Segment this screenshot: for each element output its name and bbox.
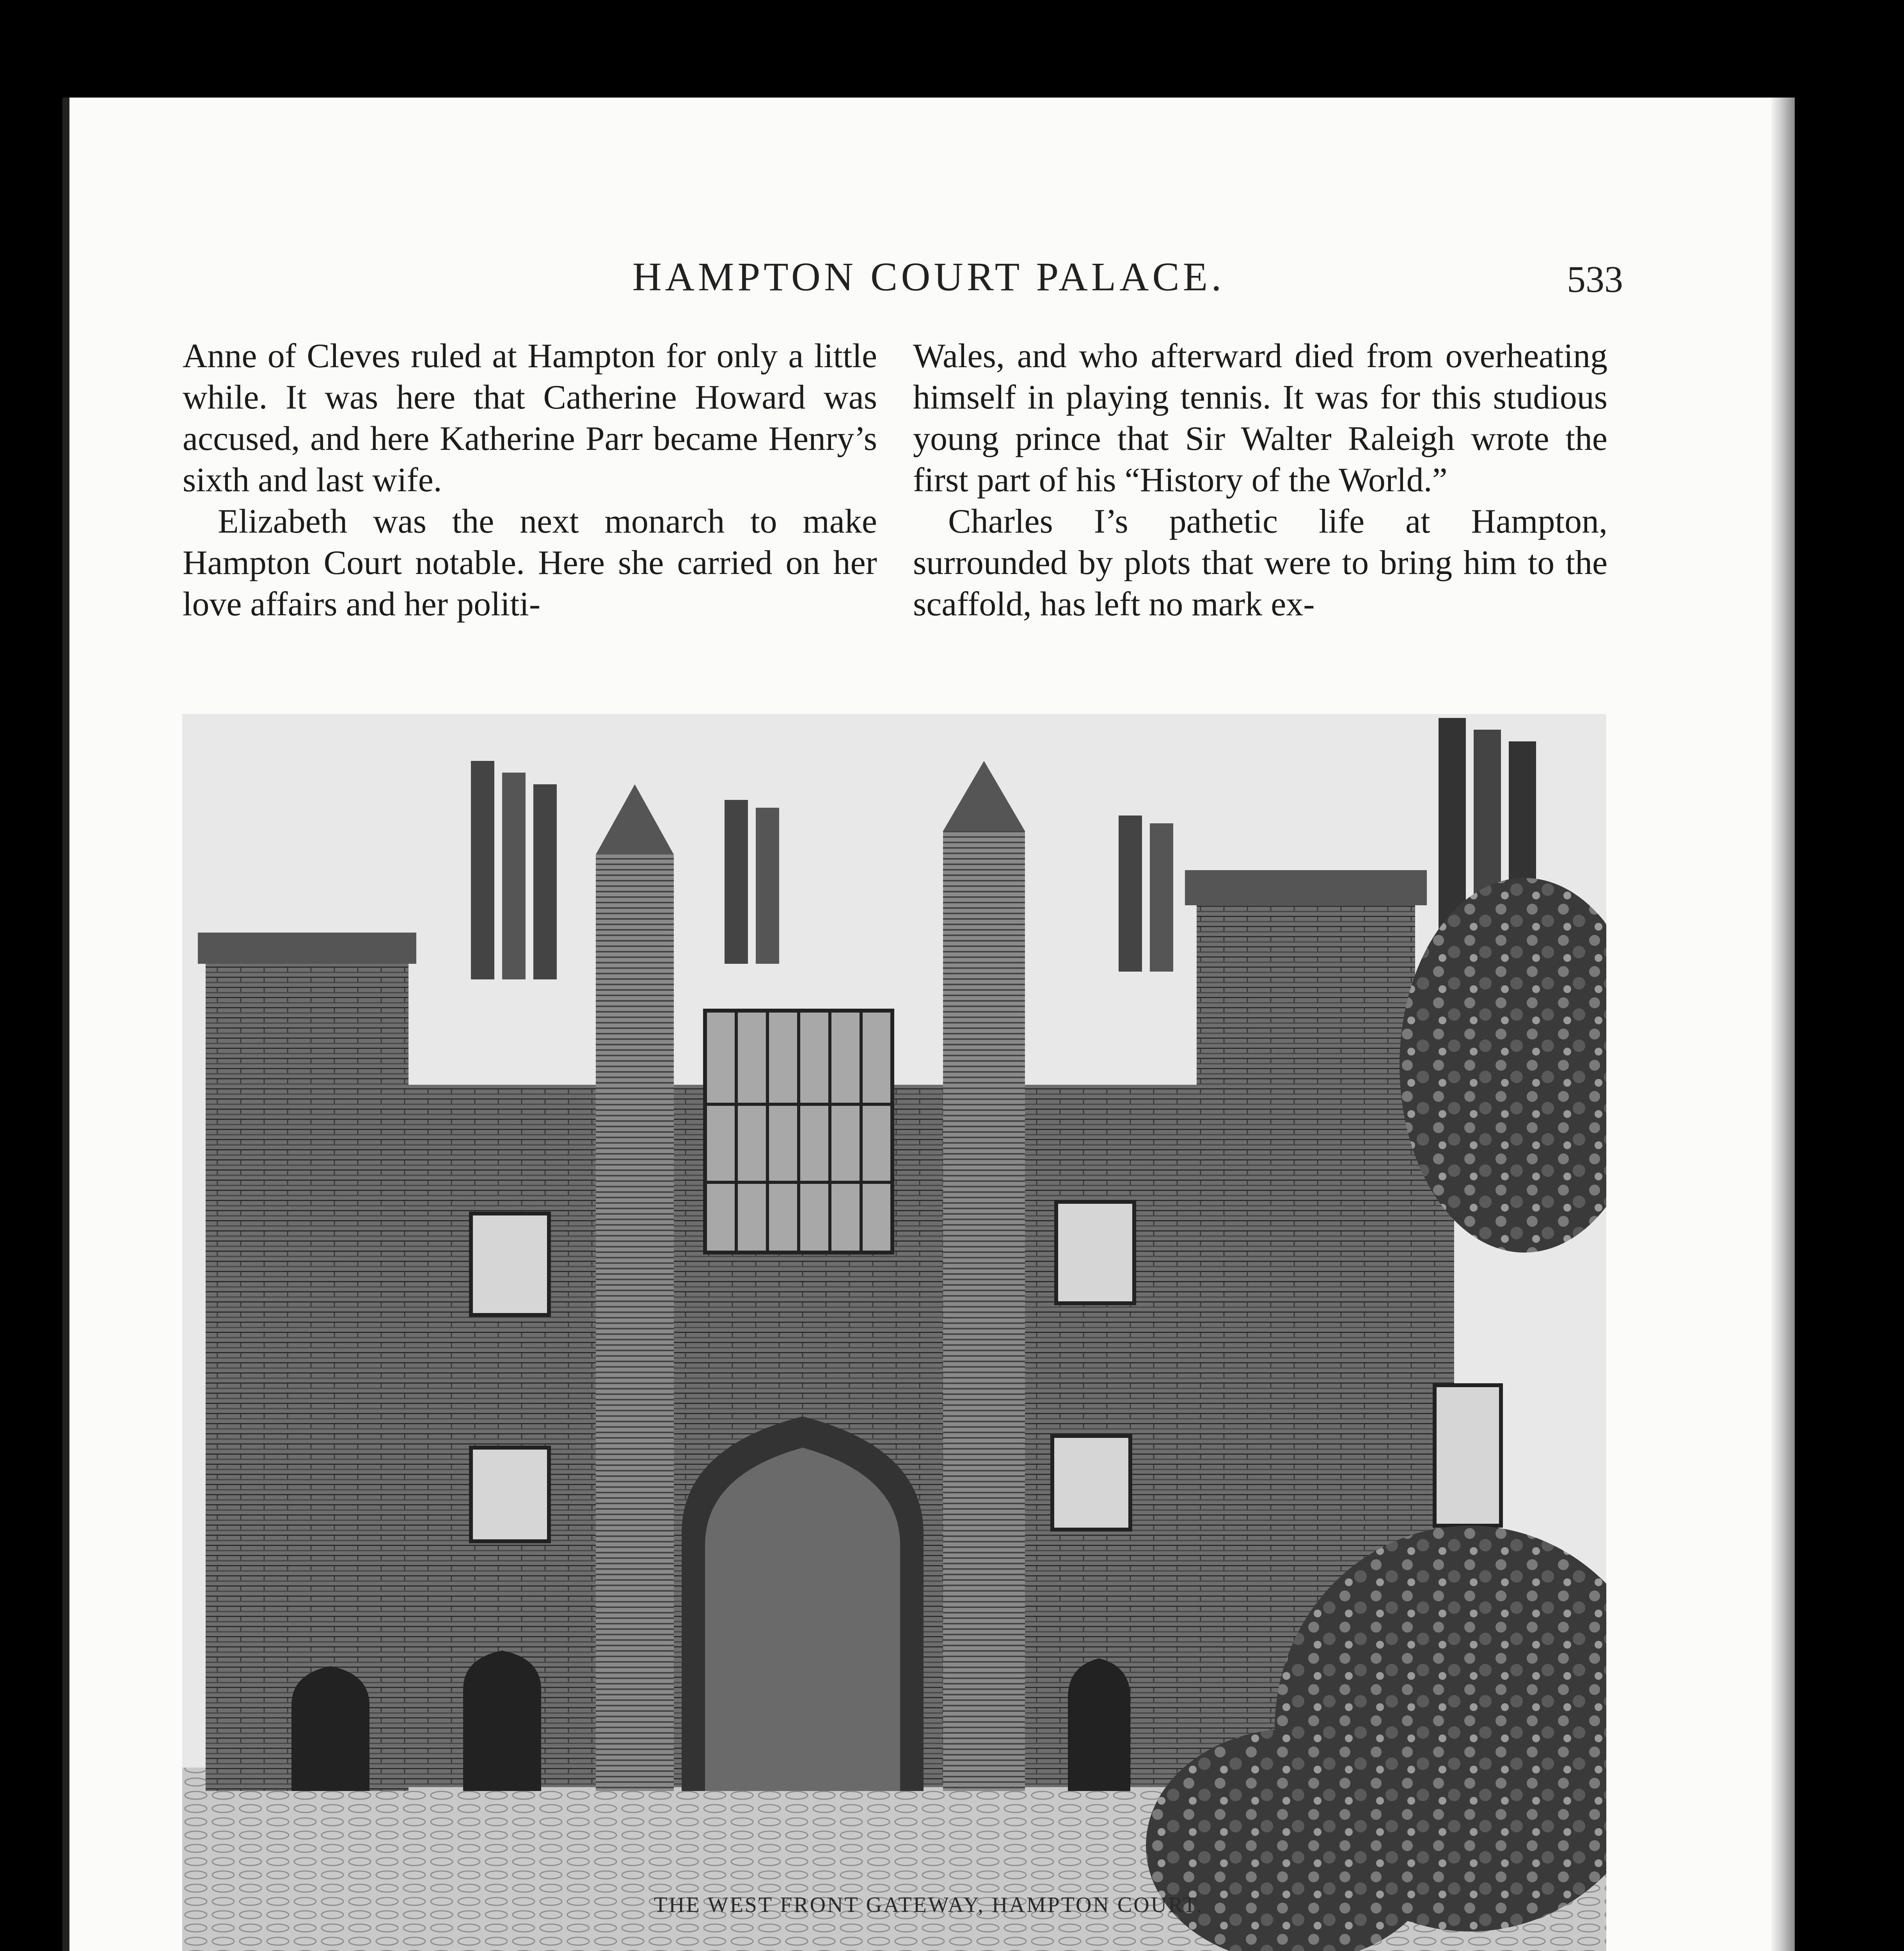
figure-caption: THE WEST FRONT GATEWAY, HAMPTON COURT.: [654, 1893, 1204, 1917]
page-edge: [1771, 98, 1795, 1951]
column-top-left: [183, 336, 877, 625]
page-number: 533: [1567, 258, 1623, 300]
engraving-artwork: [182, 714, 1606, 1951]
paragraph: Anne of Cleves ruled at Hampton for only a little while. It was here that Catherine Howard was accused, and here Katherine Parr became Henry’s sixth and last wife.: [183, 337, 877, 499]
column-top-right: [913, 336, 1607, 625]
paragraph: Charles I’s pathetic life at Hampton, surrounded by plots that were to bring him to the scaffold, has left no mark ex-: [913, 503, 1607, 623]
paragraph: Elizabeth was the next monarch to make Hampton Court notable. Here she carried on her love affairs and her politi-: [183, 503, 877, 623]
gateway-illustration: [182, 714, 1606, 1951]
binding-shadow: [62, 98, 69, 1951]
book-page: [62, 98, 1795, 1951]
paragraph: Wales, and who afterward died from overheating himself in playing tennis. It was for this studious young prince that Sir Walter Raleigh wrote the first part of his “History of the World.”: [913, 337, 1607, 499]
running-head: HAMPTON COURT PALACE.: [632, 254, 1225, 299]
